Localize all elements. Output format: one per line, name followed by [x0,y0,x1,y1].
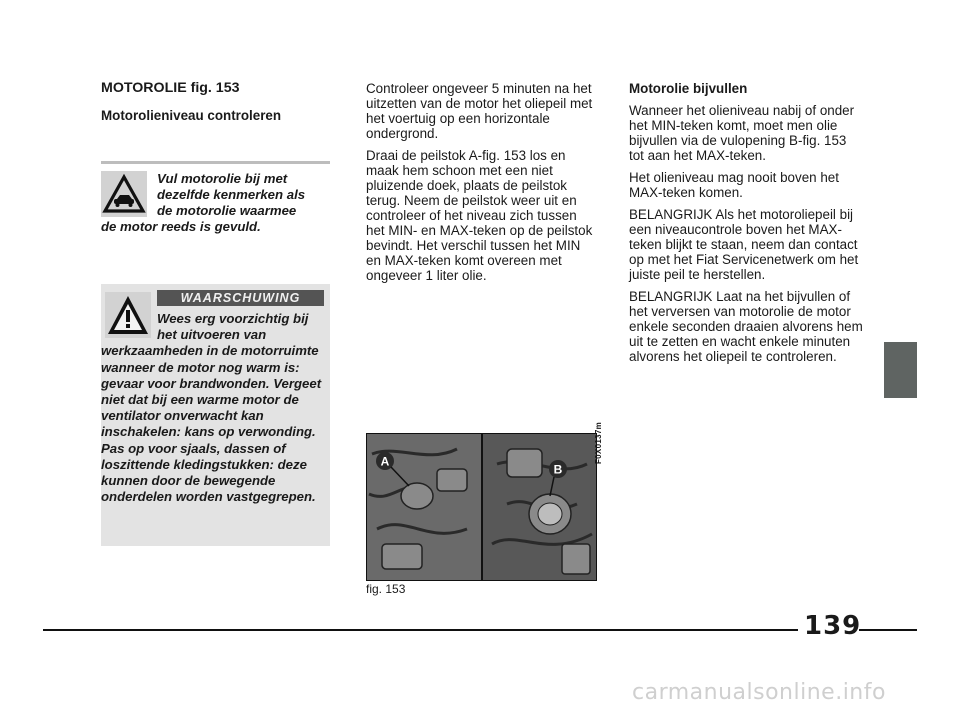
right-column [629,81,864,371]
paragraph: Wanneer het olieniveau nabij of onder het MIN-teken komt, moet men olie bijvullen via de vulopening B-fig. 153 tot aan het MAX-teken. [629,103,855,163]
warning-box [101,284,330,546]
note-line: dezelfde kenmerken als [157,187,306,202]
warning-line: Wees erg voorzichtig bij [157,311,309,326]
label-b: B [553,462,563,477]
warning-label: WAARSCHUWING [157,290,324,306]
divider [101,161,330,164]
engine-photo [366,433,597,581]
section-subheading: Motorolieniveau controleren [101,108,282,123]
oil-note [101,171,330,235]
paragraph: Controleer ongeveer 5 minuten na het uitzetten van de motor het oliepeil met het voertuig op een horizontale ondergrond. [366,81,593,141]
figure-code: F0X0137m [594,422,603,464]
note-line: de motorolie waarmee [157,203,297,218]
car-warning-icon [101,171,147,217]
page-number: 139 [804,611,862,641]
middle-column [366,81,596,290]
paragraph: Het olieniveau mag nooit boven het MAX-teken komen. [629,170,839,200]
label-a: A [380,454,390,469]
chapter-tab [884,342,917,398]
paragraph: Draai de peilstok A-fig. 153 los en maak hem schoon met een niet pluizende doek, plaats de peilstok terug. Neem de peilstok weer uit en controleer of het niveau zich tussen het MIN- en MAX-teken op de peilstok bevindt. Het verschil tussen het MIN en MAX-teken komt overeen met ongeveer 1 liter olie. [366,148,593,283]
watermark: carmanualsonline.info [632,680,886,705]
paragraph: BELANGRIJK Als het motoroliepeil bij een niveaucontrole boven het MAX-teken blijkt te staan, neem dan contact op met het Fiat Servicenetwerk om het juiste peil te herstellen. [629,207,859,282]
paragraph: BELANGRIJK Laat na het bijvullen of het verversen van motorolie de motor enkele seconden draaien alvorens hem uit te zetten en wacht enkele minuten alvorens het oliepeil te controleren. [629,289,863,364]
note-line: de motor reeds is gevuld. [101,219,261,234]
warning-line: het uitvoeren van [157,327,267,343]
footer-rule [43,629,798,631]
figure-caption: fig. 153 [366,582,406,596]
left-column [101,81,333,130]
warning-text: werkzaamheden in de motorruimte wanneer de motor nog warm is: gevaar voor brandwonden. Vergeet niet dat bij een warme motor de ventilator onverwacht kan inschakelen: kans op verwonding. Pas op voor sjaals, dassen of loszittende kledingstukken: deze kunnen door de bewegende onderdelen worden vastgegrepen. [101,343,322,505]
footer-rule [859,629,917,631]
section-heading: MOTOROLIE fig. 153 [101,80,240,96]
section-heading: Motorolie bijvullen [629,81,748,96]
note-line: Vul motorolie bij met [157,171,288,186]
